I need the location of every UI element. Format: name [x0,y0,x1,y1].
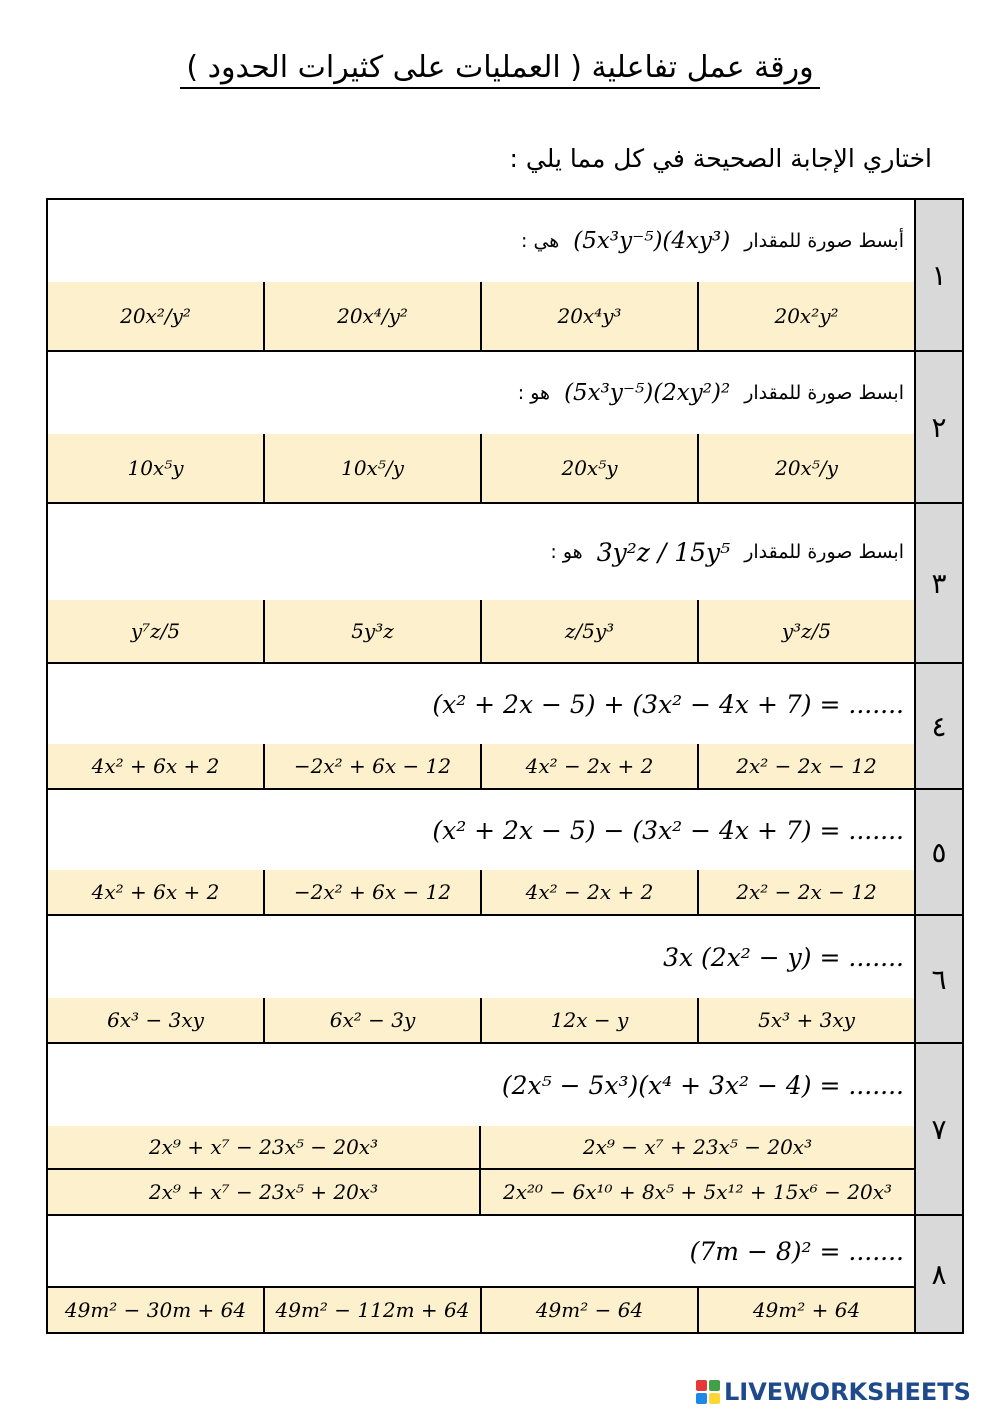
answer-option[interactable]: 2x⁹ − x⁷ + 23x⁵ − 20x³ [481,1126,914,1170]
answer-option[interactable]: −2x² + 6x − 12 [265,870,482,914]
answer-option[interactable]: y⁷z/5 [48,600,265,662]
worksheet-title: ورقة عمل تفاعلية ( العمليات على كثيرات الحدود ) [0,50,1000,85]
question-stem [48,504,914,602]
question-row [48,916,962,1044]
answer-option[interactable]: 20x⁵/y [775,456,838,480]
question-expression: (2x⁵ − 5x³)(x⁴ + 3x² − 4) = ....... [501,1070,904,1100]
answer-option[interactable]: 20x⁴/y² [265,282,482,350]
answer-option[interactable]: 2x² − 2x − 12 [736,880,877,904]
question-row [48,1216,962,1332]
answer-option[interactable]: 2x² − 2x − 12 [736,754,877,778]
question-number: ٨ [914,1216,962,1332]
question-stem [48,200,914,284]
question-number: ٣ [914,504,962,662]
question-stem [48,1044,914,1128]
question-number: ٤ [914,664,962,788]
question-number: ٦ [914,916,962,1042]
question-expression: (x² + 2x − 5) − (3x² − 4x + 7) = ....... [432,815,904,845]
question-number: ١ [914,200,962,350]
question-row [48,790,962,916]
answer-option[interactable]: 20x²y² [774,304,839,328]
question-stem [48,916,914,1000]
question-row [48,1044,962,1216]
question-prompt: أبسط صورة للمقدار [744,230,904,252]
answer-option[interactable]: 4x² − 2x + 2 [482,744,699,788]
question-expression: 3y²z / 15y⁵ [596,537,731,567]
questions-table [46,198,964,1334]
question-expression: (x² + 2x − 5) + (3x² − 4x + 7) = ....... [432,689,904,719]
answer-option[interactable]: 4x² + 6x + 2 [48,744,265,788]
question-prompt: ابسط صورة للمقدار [744,382,904,404]
logo-text: LIVEWORKSHEETS [724,1378,971,1406]
answer-option[interactable]: 10x⁵y [48,434,265,502]
question-row [48,664,962,790]
question-row [48,504,962,664]
question-stem [48,352,914,436]
answer-option[interactable]: y³z/5 [781,619,832,643]
answer-option[interactable]: 5y³z [265,600,482,662]
question-prompt: ابسط صورة للمقدار [744,541,904,563]
answer-option[interactable]: z/5y³ [482,600,699,662]
logo-icon [696,1380,720,1404]
answer-option[interactable]: 5x³ + 3xy [758,1008,855,1032]
answer-option[interactable]: 10x⁵/y [265,434,482,502]
answer-option[interactable]: 6x² − 3y [265,998,482,1042]
instruction-text: اختاري الإجابة الصحيحة في كل مما يلي : [509,144,932,173]
question-number: ٧ [914,1044,962,1214]
answer-option[interactable]: 4x² + 6x + 2 [48,870,265,914]
question-number: ٢ [914,352,962,502]
question-suffix: هي : [521,230,560,252]
question-stem [48,664,914,746]
answer-option[interactable]: 2x⁹ + x⁷ − 23x⁵ + 20x³ [48,1170,481,1214]
answer-option[interactable]: −2x² + 6x − 12 [265,744,482,788]
answer-option[interactable]: 20x⁵y [482,434,699,502]
answer-option[interactable]: 2x⁹ + x⁷ − 23x⁵ − 20x³ [48,1126,481,1170]
answer-option[interactable]: 6x³ − 3xy [48,998,265,1042]
answer-option[interactable]: 20x²/y² [48,282,265,350]
question-expression: (5x³y⁻⁵)(2xy²)² [564,380,731,406]
question-suffix: هو : [550,541,583,563]
answer-option[interactable]: 12x − y [482,998,699,1042]
question-number: ٥ [914,790,962,914]
answer-option[interactable]: 2x²⁰ − 6x¹⁰ + 8x⁵ + 5x¹² + 15x⁶ − 20x³ [503,1180,892,1204]
question-row [48,200,962,352]
answer-option[interactable]: 49m² − 112m + 64 [265,1288,482,1332]
answer-option[interactable]: 4x² − 2x + 2 [482,870,699,914]
question-stem [48,790,914,872]
question-expression: (5x³y⁻⁵)(4xy³) [573,228,731,254]
question-expression: (7m − 8)² = ....... [689,1236,904,1266]
liveworksheets-logo [696,1378,971,1406]
answer-option[interactable]: 49m² − 30m + 64 [48,1288,265,1332]
question-expression: 3x (2x² − y) = ....... [663,942,904,972]
question-stem [48,1216,914,1288]
question-suffix: هو : [517,382,551,404]
answer-option[interactable]: 49m² + 64 [752,1298,861,1322]
question-row [48,352,962,504]
answer-option[interactable]: 20x⁴y³ [482,282,699,350]
answer-option[interactable]: 49m² − 64 [482,1288,699,1332]
